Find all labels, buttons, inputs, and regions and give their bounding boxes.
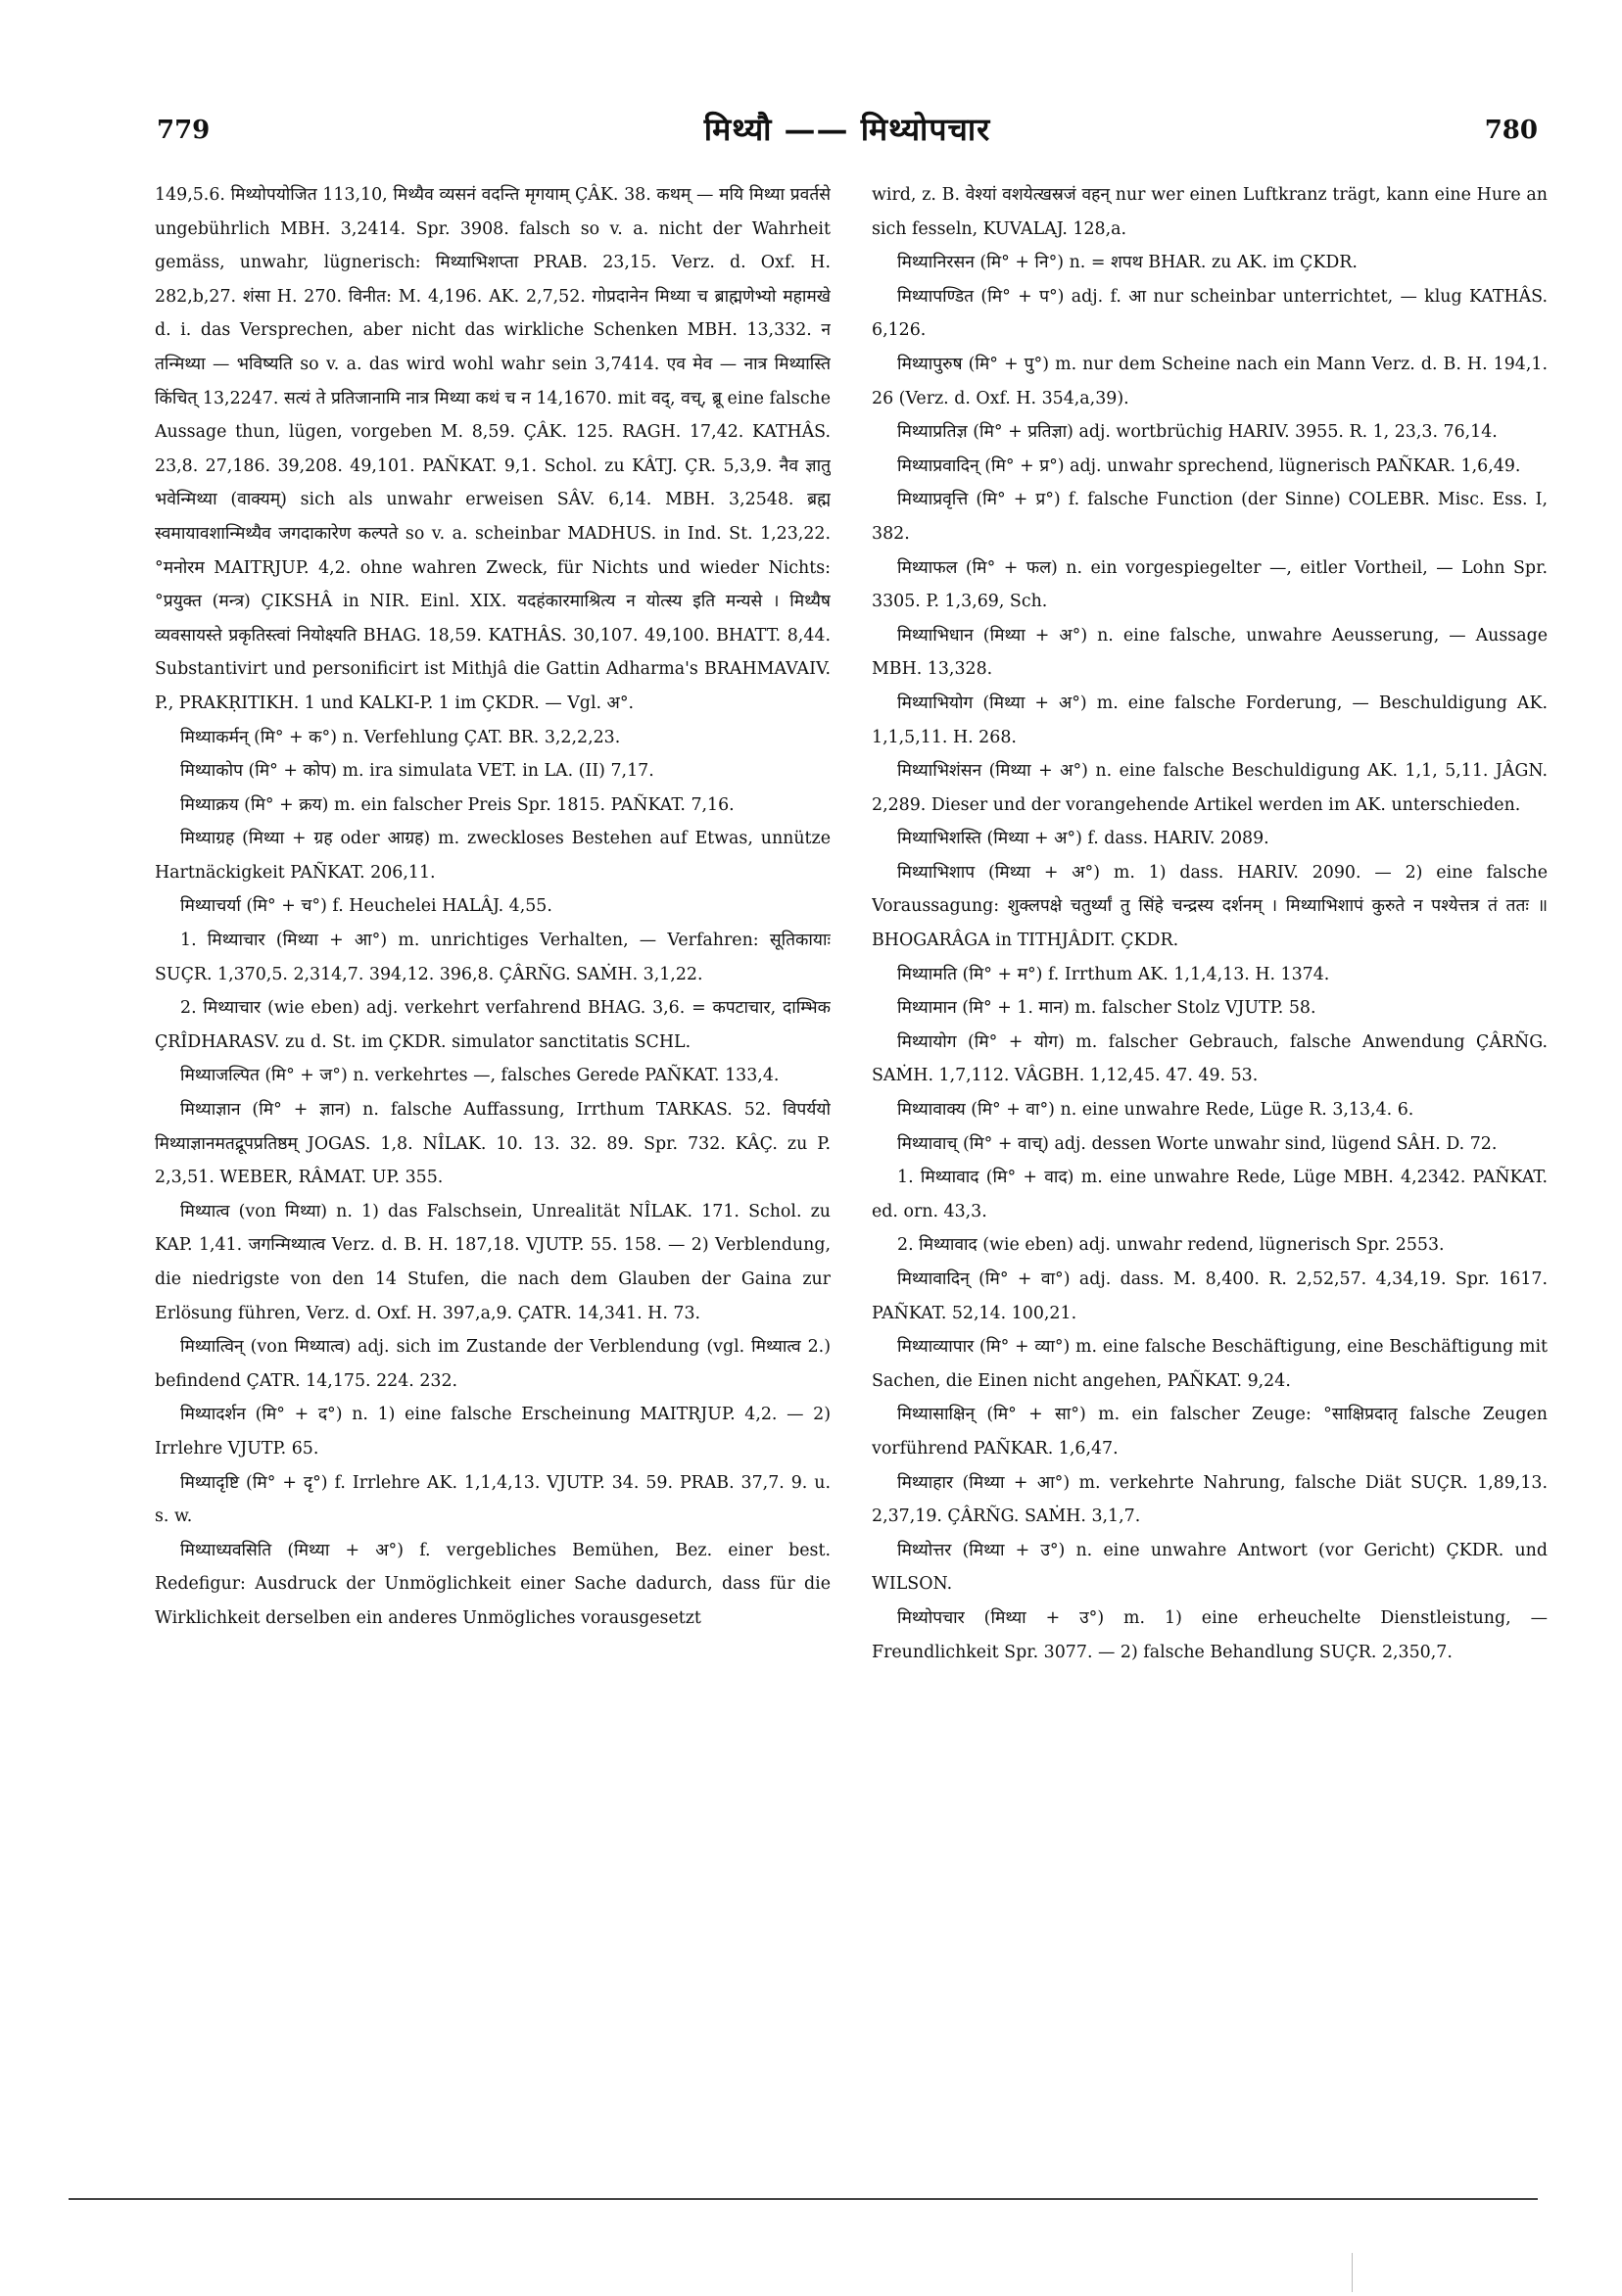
dictionary-entry: मिथ्याभिशस्ति (मिथ्या + अ°) f. dass. HARIV. 2089. — [897, 829, 1269, 849]
dictionary-entry: मिथ्याप्रवृत्ति (मि° + प्र°) f. falsche Function (der Sinne) COLEBR. Misc. Ess. I, 382. — [872, 490, 1548, 544]
dictionary-entry: मिथ्याध्यवसिति (मिथ्या + अ°) f. vergebliches Bemühen, Bez. einer best. Redefigur: Ausdruck der Unmöglichkeit einer Sache dadurch, dass für die Wirklichkeit derselben ein anderes Unmögliches vorausgesetzt — [155, 1540, 831, 1628]
dictionary-entry: मिथ्याप्रवादिन् (मि° + प्र°) adj. unwahr sprechend, lügnerisch PAÑKAR. 1,6,49. — [897, 455, 1521, 476]
dictionary-entry: मिथ्याप्रतिज्ञ (मि° + प्रतिज्ञा) adj. wortbrüchig HARIV. 3955. R. 1, 23,3. 76,14. — [897, 422, 1498, 443]
page-number-left: 779 — [157, 116, 211, 145]
dictionary-entry: मिथ्यावाच् (मि° + वाच्) adj. dessen Worte unwahr sind, lügend SÂH. D. 72. — [897, 1133, 1498, 1154]
dictionary-entry: मिथ्यायोग (मि° + योग) m. falscher Gebrauch, falsche Anwendung ÇÂRÑG. SAṀH. 1,7,112. VÂGBH. 1,12,45. 47. 49. 53. — [872, 1031, 1548, 1086]
dictionary-entry: 2. मिथ्याचार (wie eben) adj. verkehrt verfahrend BHAG. 3,6. = कपटाचार, दाम्भिक ÇRÎDHARASV. zu d. St. im ÇKDR. simulator sanctitatis SCHL. — [155, 998, 831, 1052]
dictionary-entry: मिथ्यापुरुष (मि° + पु°) m. nur dem Scheine nach ein Mann Verz. d. B. H. 194,1. 26 (Verz. d. Oxf. H. 354,a,39). — [872, 354, 1548, 408]
running-title: मिथ्यौ —— मिथ्योपचार — [703, 111, 991, 148]
dictionary-entry: मिथ्याहार (मिथ्या + आ°) m. verkehrte Nahrung, falsche Diät SUÇR. 1,89,13. 2,37,19. ÇÂRÑG. SAṀH. 3,1,7. — [872, 1472, 1548, 1527]
dictionary-entry: मिथ्याभियोग (मिथ्या + अ°) m. eine falsche Forderung, — Beschuldigung AK. 1,1,5,11. H. 268. — [872, 693, 1548, 747]
dictionary-entry: मिथ्यादर्शन (मि° + द°) n. 1) eine falsche Erscheinung MAITRJUP. 4,2. — 2) Irrlehre VJUTP. 65. — [155, 1405, 831, 1459]
dictionary-entry: 1. मिथ्याचार (मिथ्या + आ°) m. unrichtiges Verhalten, — Verfahren: सूतिकायाः SUÇR. 1,370,5. 2,314,7. 394,12. 396,8. ÇÂRÑG. SAṀH. 3,1,22. — [155, 931, 831, 984]
dictionary-entry: मिथ्यामति (मि° + म°) f. Irrthum AK. 1,1,4,13. H. 1374. — [897, 964, 1330, 984]
dictionary-entry: मिथ्याग्रह (मिथ्या + ग्रह oder आग्रह) m. zweckloses Bestehen auf Etwas, unnütze Hartnäckigkeit PAÑKAT. 206,11. — [155, 829, 831, 883]
dictionary-entry: मिथ्यावादिन् (मि° + वा°) adj. dass. M. 8,400. R. 2,52,57. 4,34,19. Spr. 1617. PAÑKAT. 52,14. 100,21. — [872, 1269, 1548, 1323]
footer-rule — [69, 2198, 1538, 2200]
right-column — [872, 178, 1548, 2137]
dictionary-entry: मिथ्याचर्या (मि° + च°) f. Heuchelei HALÂJ. 4,55. — [180, 896, 552, 917]
dictionary-entry: मिथ्यामान (मि° + 1. मान) m. falscher Stolz VJUTP. 58. — [897, 998, 1316, 1019]
dictionary-entry: मिथ्यासाक्षिन् (मि° + सा°) m. ein falscher Zeuge: °साक्षिप्रदातृ falsche Zeugen vorführend PAÑKAR. 1,6,47. — [872, 1405, 1548, 1459]
entry-continuation: wird, z. B. वेश्यां वशयेत्खस्रजं वहन् nur wer einen Luftkranz trägt, kann eine Hure an sich fesseln, KUVALAJ. 128,a. — [872, 185, 1548, 239]
dictionary-entry: मिथ्याव्यापार (मि° + व्या°) m. eine falsche Beschäftigung, eine Beschäftigung mit Sachen, die Einen nicht angehen, PAÑKAT. 9,24. — [872, 1337, 1548, 1391]
dictionary-entry: मिथ्यानिरसन (मि° + नि°) n. = शपथ BHAR. zu AK. im ÇKDR. — [897, 253, 1358, 273]
dictionary-entry: मिथ्याकोप (मि° + कोप) m. ira simulata VET. in LA. (II) 7,17. — [180, 761, 654, 782]
left-column — [155, 178, 831, 2137]
dictionary-entry: मिथ्याभिशंसन (मिथ्या + अ°) n. eine falsche Beschuldigung AK. 1,1, 5,11. JÂGN. 2,289. Dieser und der vorangehende Artikel werden im AK. unterschieden. — [872, 761, 1548, 815]
dictionary-entry: मिथ्याभिधान (मिथ्या + अ°) n. eine falsche, unwahre Aeusserung, — Aussage MBH. 13,328. — [872, 625, 1548, 680]
dictionary-entry: मिथ्यापण्डित (मि° + प°) adj. f. आ nur scheinbar unterrichtet, — klug KATHÂS. 6,126. — [872, 286, 1548, 341]
page-header — [157, 108, 1538, 155]
dictionary-entry: मिथ्यात्व (von मिथ्या) n. 1) das Falschsein, Unrealität NÎLAK. 171. Schol. zu KAP. 1,41. जगन्मिथ्यात्व Verz. d. B. H. 187,18. VJUTP. 55. 158. — 2) Verblendung, die niedrigste von den 14 Stufen, die nach dem Glauben der Gaina zur Erlösung führen, Verz. d. Oxf. H. 397,a,9. ÇATR. 14,341. H. 73. — [155, 1201, 831, 1323]
dictionary-entry: मिथ्याकर्मन् (मि° + क°) n. Verfehlung ÇAT. BR. 3,2,2,23. — [180, 727, 621, 747]
dictionary-entry: 1. मिथ्यावाद (मि° + वाद) m. eine unwahre Rede, Lüge MBH. 4,2342. PAÑKAT. ed. orn. 43,3. — [872, 1168, 1548, 1221]
page-number-right: 780 — [1484, 116, 1538, 145]
entry-continuation: 149,5.6. मिथ्योपयोजित 113,10, मिथ्यैव व्यसनं वदन्ति मृगयाम् ÇÂK. 38. कथम् — मयि मिथ्या प्रवर्तसे ungebührlich MBH. 3,2414. Spr. 3908. falsch so v. a. nicht der Wahrheit gemäss, unwahr, lügnerisch: मिथ्याभिशप्ता PRAB. 23,15. Verz. d. Oxf. H. 282,b,27. शंसा H. 270. विनीत: M. 4,196. AK. 2,7,52. गोप्रदानेन मिथ्या च ब्राह्मणेभ्यो महामखे d. i. das Versprechen, aber nicht das wirkliche Schenken MBH. 13,332. न तन्मिथ्या — भविष्यति so v. a. das wird wohl wahr sein 3,7414. एव मेव — नात्र मिथ्यास्ति किंचित् 13,2247. सत्यं ते प्रतिजानामि नात्र मिथ्या कथं च न 14,1670. mit वद्, वच्, ब्रू eine falsche Aussage thun, lügen, vorgeben M. 8,59. ÇÂK. 125. RAGH. 17,42. KATHÂS. 23,8. 27,186. 39,208. 49,101. PAÑKAT. 9,1. Schol. zu KÂTJ. ÇR. 5,3,9. नैव ज्ञातु भवेन्मिथ्या (वाक्यम्) sich als unwahr erweisen SÂV. 6,14. MBH. 3,2548. ब्रह्म स्वमायावशान्मिथ्यैव जगदाकारेण कल्पते so v. a. scheinbar MADHUS. in Ind. St. 1,23,22. °मनोरम MAITRJUP. 4,2. ohne wahren Zweck, für Nichts und wieder Nichts: °प्रयुक्त (मन्त्र) ÇIKSHÂ in NIR. Einl. XIX. यदहंकारमाश्रित्य न योत्स्य इति मन्यसे । मिथ्यैष व्यवसायस्ते प्रकृतिस्त्वां नियोक्ष्यति BHAG. 18,59. KATHÂS. 30,107. 49,100. BHATT. 8,44. Substantivirt und personificirt ist Mithjâ die Gattin Adharma's BRAHMAVAIV. P., PRAKṚITIKH. 1 und KALKI-P. 1 im ÇKDR. — Vgl. अ°. — [155, 185, 831, 713]
dictionary-entry: मिथ्याभिशाप (मिथ्या + अ°) m. 1) dass. HARIV. 2090. — 2) eine falsche Voraussagung: शुक्लपक्षे चतुर्थ्यां तु सिंहे चन्द्रस्य दर्शनम् । मिथ्याभिशापं कुरुते न पश्येत्तत्र तं ततः ॥ BHOGARÂGA in TITHJÂDIT. ÇKDR. — [872, 862, 1548, 951]
dictionary-entry: मिथ्यात्विन् (von मिथ्यात्व) adj. sich im Zustande der Verblendung (vgl. मिथ्यात्व 2.) befindend ÇATR. 14,175. 224. 232. — [155, 1337, 831, 1391]
dictionary-entry: मिथ्योपचार (मिथ्या + उ°) m. 1) eine erheuchelte Dienstleistung, — Freundlichkeit Spr. 3077. — 2) falsche Behandlung SUÇR. 2,350,7. — [872, 1607, 1548, 1662]
dictionary-entry: मिथ्याक्रय (मि° + क्रय) m. ein falscher Preis Spr. 1815. PAÑKAT. 7,16. — [180, 794, 735, 815]
scan-mark — [1352, 2253, 1353, 2292]
dictionary-entry: 2. मिथ्यावाद (wie eben) adj. unwahr redend, lügnerisch Spr. 2553. — [897, 1235, 1445, 1256]
dictionary-entry: मिथ्योत्तर (मिथ्या + उ°) n. eine unwahre Antwort (vor Gericht) ÇKDR. und WILSON. — [872, 1540, 1548, 1595]
dictionary-entry: मिथ्याज्ञान (मि° + ज्ञान) n. falsche Auffassung, Irrthum TARKAS. 52. विपर्ययो मिथ्याज्ञानमतद्रूपप्रतिष्ठम् JOGAS. 1,8. NÎLAK. 10. 13. 32. 89. Spr. 732. KÂÇ. zu P. 2,3,51. WEBER, RÂMAT. UP. 355. — [155, 1100, 831, 1188]
dictionary-entry: मिथ्यादृष्टि (मि° + दृ°) f. Irrlehre AK. 1,1,4,13. VJUTP. 34. 59. PRAB. 37,7. 9. u. s. w. — [155, 1472, 831, 1527]
dictionary-entry: मिथ्याजल्पित (मि° + ज°) n. verkehrtes —, falsches Gerede PAÑKAT. 133,4. — [180, 1066, 780, 1086]
dictionary-entry: मिथ्यावाक्य (मि° + वा°) n. eine unwahre Rede, Lüge R. 3,13,4. 6. — [897, 1100, 1414, 1121]
dictionary-entry: मिथ्याफल (मि° + फल) n. ein vorgespiegelter —, eitler Vortheil, — Lohn Spr. 3305. P. 1,3,69, Sch. — [872, 557, 1548, 612]
